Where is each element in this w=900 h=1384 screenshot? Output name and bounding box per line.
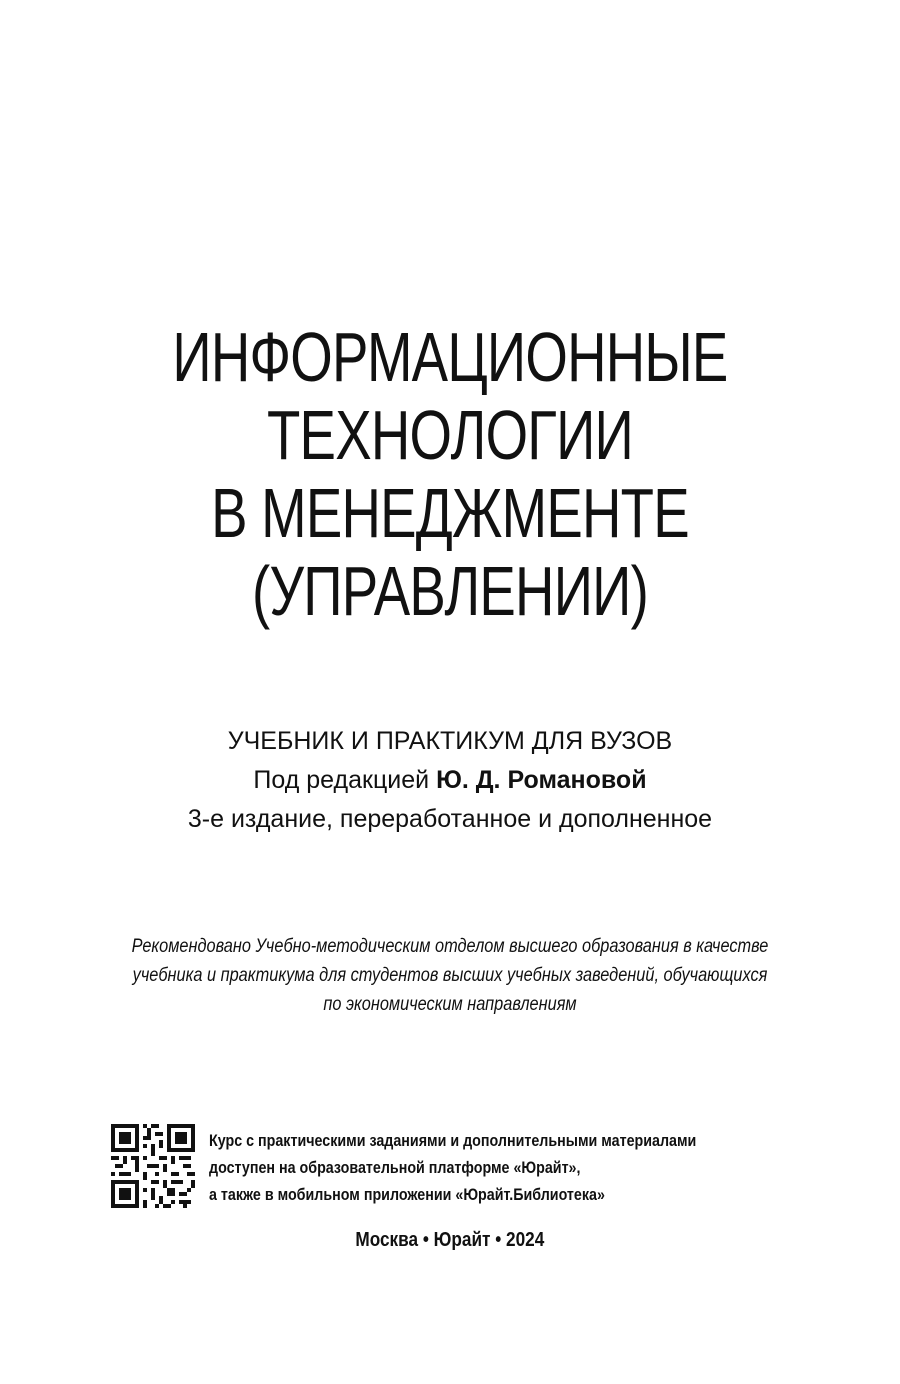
recommendation-line-2: учебника и практикума для студентов высших учебных заведений, обучающихся — [132, 965, 768, 986]
recommendation-line-3: по экономическим направлениям — [323, 994, 577, 1015]
title-line-4: (УПРАВЛЕНИИ) — [251, 552, 649, 630]
editor-line — [0, 761, 900, 800]
imprint-text: Москва • Юрайт • 2024 — [355, 1229, 545, 1251]
subtitle-block — [0, 722, 900, 839]
title-line-2: ТЕХНОЛОГИИ — [266, 396, 634, 474]
imprint — [0, 1226, 900, 1254]
course-line-3: а также в мобильном приложении «Юрайт.Библиотека» — [209, 1185, 605, 1204]
editor-prefix: Под редакцией — [253, 766, 437, 794]
qr-code-icon — [111, 1124, 195, 1208]
publication-type: УЧЕБНИК И ПРАКТИКУМ ДЛЯ ВУЗОВ — [227, 727, 673, 755]
course-line-2: доступен на образовательной платформе «Юрайт», — [209, 1158, 581, 1177]
title-line-3: В МЕНЕДЖМЕНТЕ — [211, 474, 689, 552]
edition-line: 3-е издание, переработанное и дополненное — [187, 805, 713, 833]
course-line-1: Курс с практическими заданиями и дополнительными материалами — [209, 1131, 697, 1150]
editor-name: Ю. Д. Романовой — [436, 766, 647, 794]
course-note — [209, 1127, 849, 1208]
recommendation-line-1: Рекомендовано Учебно-методическим отделом высшего образования в качестве — [131, 936, 769, 957]
book-title — [0, 318, 900, 630]
title-line-1: ИНФОРМАЦИОННЫЕ — [172, 318, 728, 396]
recommendation-text — [0, 932, 900, 1019]
